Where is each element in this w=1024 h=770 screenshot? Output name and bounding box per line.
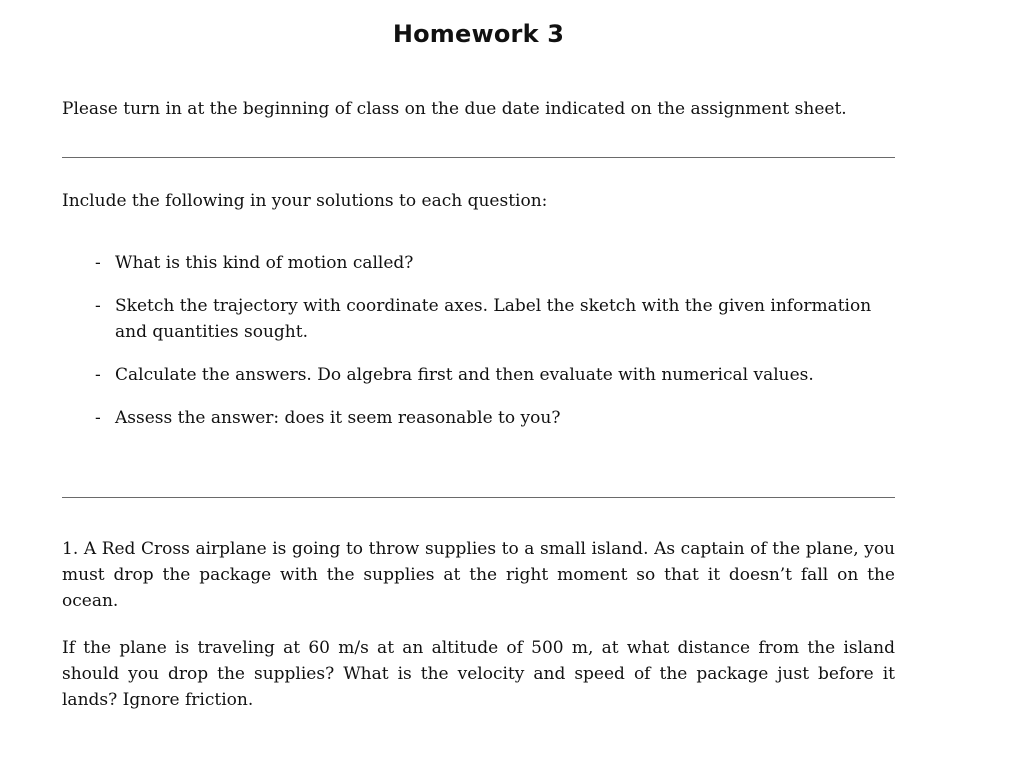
checklist-item-text: Assess the answer: does it seem reasonable to you? <box>115 408 561 428</box>
divider-bottom <box>62 497 895 498</box>
list-dash: - <box>95 253 101 273</box>
intro-instructions: Please turn in at the beginning of class on the due date indicated on the assignment sheet. <box>62 99 847 119</box>
checklist-item <box>95 362 895 388</box>
checklist-item-text: Sketch the trajectory with coordinate axes. Label the sketch with the given information and quantities sought. <box>115 296 872 342</box>
divider-top <box>62 157 895 158</box>
checklist-item <box>95 250 895 276</box>
checklist-item-text: What is this kind of motion called? <box>115 253 414 273</box>
list-dash: - <box>95 296 101 316</box>
checklist-item <box>95 293 895 345</box>
solution-checklist <box>95 250 895 448</box>
include-heading: Include the following in your solutions to each question: <box>62 191 548 211</box>
problem-1-statement: 1. A Red Cross airplane is going to throw supplies to a small island. As captain of the plane, you must drop the package with the supplies at the right moment so that it doesn’t fall on the ocean. <box>62 539 895 611</box>
problem-1-question: If the plane is traveling at 60 m/s at an altitude of 500 m, at what distance from the island should you drop the supplies? What is the velocity and speed of the package just before it lands? Ignore friction. <box>62 638 895 710</box>
list-dash: - <box>95 408 101 428</box>
list-dash: - <box>95 365 101 385</box>
checklist-item-text: Calculate the answers. Do algebra first and then evaluate with numerical values. <box>115 365 814 385</box>
page-title: Homework 3 <box>392 20 565 48</box>
checklist-item <box>95 405 895 431</box>
